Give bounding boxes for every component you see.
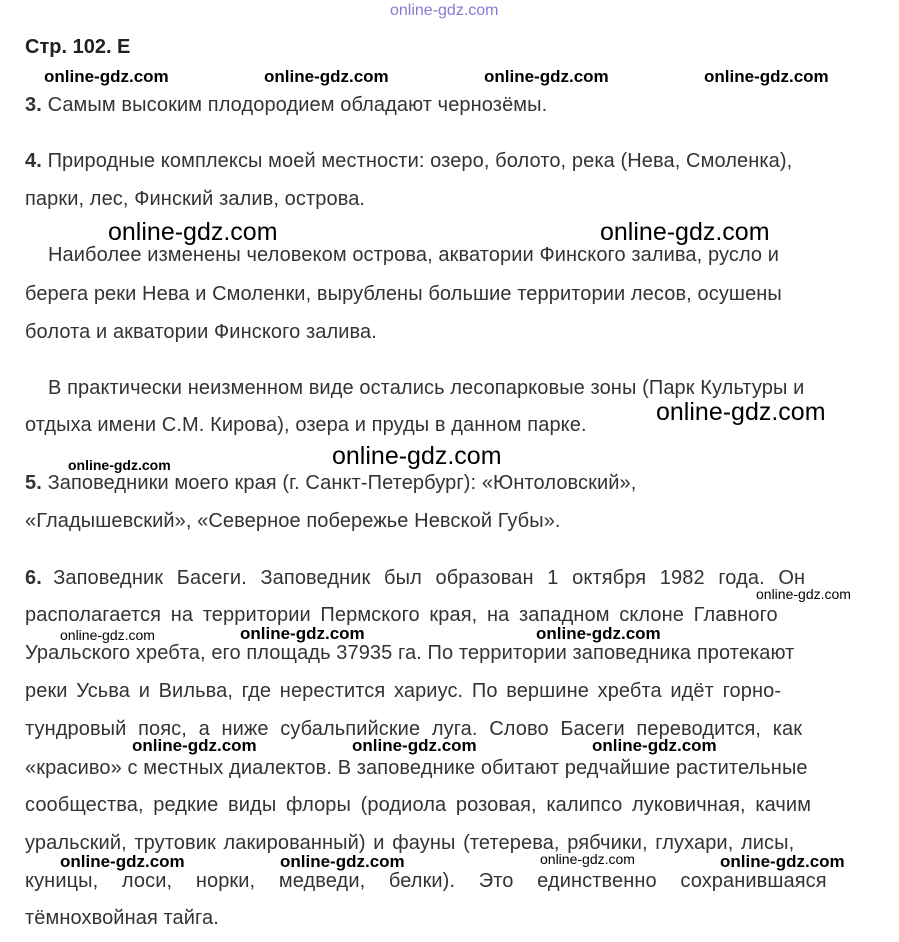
page-heading: Стр. 102. Е [25, 36, 131, 58]
watermark: online-gdz.com [600, 218, 770, 246]
answer-6-line-3: Уральского хребта, его площадь 37935 га. По территории заповедника протекают [25, 642, 795, 664]
watermark: online-gdz.com [756, 586, 851, 602]
answer-number: 4. [25, 150, 42, 172]
answer-4-line-2: парки, лес, Финский залив, острова. [25, 188, 366, 210]
watermark: online-gdz.com [704, 67, 829, 86]
paragraph-unchanged-line-2: отдыха имени С.М. Кирова), озера и пруды в данном парке. [25, 414, 587, 436]
watermark: online-gdz.com [68, 457, 171, 473]
watermark: online-gdz.com [240, 624, 365, 643]
paragraph-changed-line-3: болота и акватории Финского залива. [25, 321, 377, 343]
answer-5-line-2: «Гладышевский», «Северное побережье Невской Губы». [25, 510, 561, 532]
watermark: online-gdz.com [720, 852, 845, 871]
answer-number: 6. [25, 567, 42, 589]
answer-6-line-2: располагается на территории Пермского края, на западном склоне Главного [25, 604, 778, 626]
watermark: online-gdz.com [264, 67, 389, 86]
answer-6-line-8: уральский, трутовик лакированный) и фауны (тетерева, рябчики, глухари, лисы, [25, 832, 795, 854]
answer-4-line-1: 4. Природные комплексы моей местности: озеро, болото, река (Нева, Смоленка), [25, 150, 793, 172]
watermark: online-gdz.com [536, 624, 661, 643]
answer-6-line-1: 6. Заповедник Басеги. Заповедник был образован 1 октября 1982 года. Он [25, 567, 806, 589]
watermark: online-gdz.com [132, 736, 257, 755]
answer-number: 3. [25, 94, 42, 116]
watermark: online-gdz.com [656, 398, 826, 426]
watermark: online-gdz.com [592, 736, 717, 755]
answer-5-line-1: 5. Заповедники моего края (г. Санкт-Петербург): «Юнтоловский», [25, 472, 637, 494]
watermark: online-gdz.com [352, 736, 477, 755]
paragraph-changed-line-1: Наиболее изменены человеком острова, акватории Финского залива, русло и [48, 244, 780, 266]
answer-6-line-9: куницы, лоси, норки, медведи, белки). Это единственно сохранившаяся [25, 870, 827, 892]
answer-6-line-7: сообщества, редкие виды флоры (родиола розовая, калипсо луковичная, качим [25, 794, 812, 816]
watermark: online-gdz.com [108, 218, 278, 246]
answer-6-line-6: «красиво» с местных диалектов. В заповеднике обитают редчайшие растительные [25, 757, 808, 779]
answer-number: 5. [25, 472, 42, 494]
answer-6-line-10: тёмнохвойная тайга. [25, 907, 219, 929]
answer-3-line-1: 3. Самым высоким плодородием обладают чернозёмы. [25, 94, 548, 116]
watermark: online-gdz.com [60, 852, 185, 871]
answer-6-line-4: реки Усьва и Вильва, где нерестится хариус. По вершине хребта идёт горно- [25, 680, 782, 702]
watermark: online-gdz.com [484, 67, 609, 86]
watermark: online-gdz.com [280, 852, 405, 871]
watermark: online-gdz.com [60, 627, 155, 643]
answer-6-line-5: тундровый пояс, а ниже субальпийские луга. Слово Басеги переводится, как [25, 718, 803, 740]
watermark: online-gdz.com [44, 67, 169, 86]
paragraph-unchanged-line-1: В практически неизменном виде остались лесопарковые зоны (Парк Культуры и [48, 377, 805, 399]
watermark: online-gdz.com [540, 851, 635, 867]
paragraph-changed-line-2: берега реки Нева и Смоленки, вырублены большие территории лесов, осушены [25, 283, 782, 305]
watermark: online-gdz.com [332, 442, 502, 470]
top-watermark: online-gdz.com [390, 2, 499, 19]
